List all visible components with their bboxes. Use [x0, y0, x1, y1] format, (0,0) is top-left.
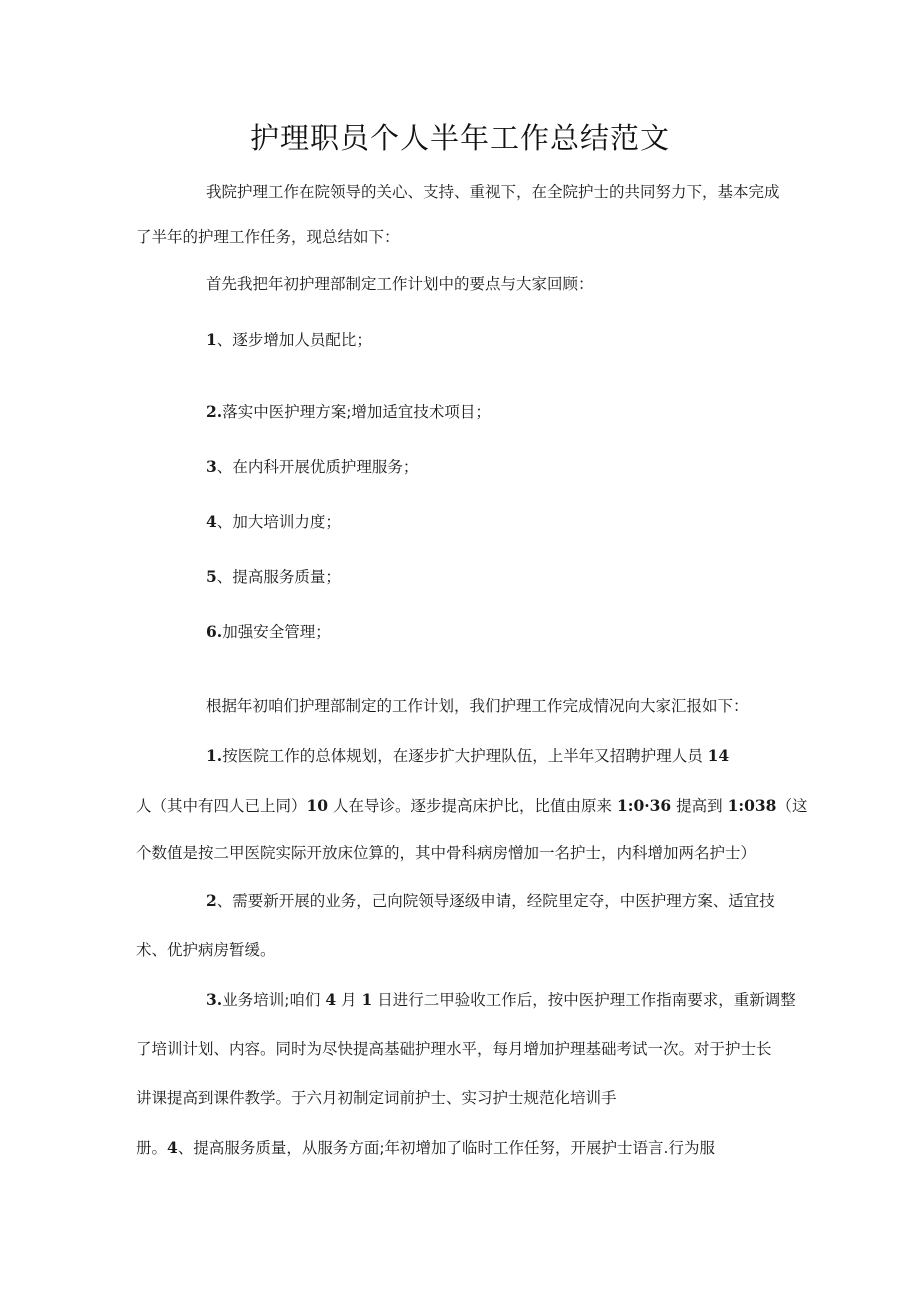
plan-item [206, 620, 331, 644]
report-3-line-2: 了培训计划、内容。同时为尽快提高基础护理水平，每月增加护理基础考试一次。对于护士长 [136, 1040, 772, 1058]
intro-line-2: 了半年的护理工作任务，现总结如下： [136, 228, 400, 246]
report-text: （这 [776, 797, 808, 815]
report-number: 2 [206, 891, 217, 910]
report-text: 人（其中有四人已上同） [136, 797, 307, 815]
day-number: 1 [361, 990, 373, 1009]
old-ratio: 1:0·36 [616, 796, 672, 815]
report-text: 提高到 [671, 797, 728, 815]
report-3-line-3: 讲课提高到课件教学。于六月初制定词前护士、实习护士规范化培训手 [136, 1089, 617, 1107]
report-3-line-1 [206, 988, 796, 1012]
report-1-line-1 [206, 744, 729, 768]
month-number: 4 [325, 990, 337, 1009]
plan-item [206, 510, 341, 534]
report-2-line-2: 术、优护病房暂缓。 [136, 941, 276, 959]
report-text: 月 [336, 991, 362, 1009]
report-3-line-4 [136, 1136, 715, 1160]
plan-item-separator: 、 [216, 331, 233, 349]
plan-item-number: 1 [206, 330, 217, 349]
report-text: 按医院工作的总体规划，在逐步扩大护理队伍，上半年又招聘护理人员 [222, 747, 708, 765]
plan-item-text: 加强安全管理； [222, 623, 331, 641]
plan-item-text: 加大培训力度； [232, 513, 341, 531]
plan-item-number: 4 [206, 512, 217, 531]
plan-item-separator: 、 [216, 568, 233, 586]
report-1-line-3: 个数值是按二甲医院实际开放床位算的，其中骨科病房憎加一名护士，内科增加两名护士） [136, 844, 757, 862]
review-lead: 首先我把年初护理部制定工作计划中的要点与大家回顾： [206, 275, 594, 293]
plan-item-number: 2. [206, 402, 223, 421]
report-text: 册。 [136, 1139, 168, 1157]
plan-item-text: 落实中医护理方案;增加适宜技术项目； [222, 403, 491, 421]
guide-count: 10 [306, 796, 329, 815]
plan-item-number: 3 [206, 457, 217, 476]
report-1-line-2 [136, 794, 807, 818]
plan-item [206, 400, 491, 424]
plan-item-number: 5 [206, 567, 217, 586]
plan-item [206, 565, 341, 589]
document-title: 护理职员个人半年工作总结范文 [249, 121, 670, 155]
plan-item [206, 328, 372, 352]
plan-item-text: 逐步增加人员配比； [232, 331, 372, 349]
report-number: 3. [206, 990, 223, 1009]
intro-line-1: 我院护理工作在院领导的关心、支持、重视下，在全院护士的共同努力下，基本完成 [206, 183, 780, 201]
plan-item-text: 提高服务质量； [232, 568, 341, 586]
plan-item-separator: 、 [216, 513, 233, 531]
report-lead: 根据年初咱们护理部制定的工作计划，我们护理工作完成情况向大家汇报如下： [206, 697, 749, 715]
plan-item [206, 455, 418, 479]
staff-count: 14 [707, 746, 730, 765]
report-2-line-1 [206, 889, 775, 913]
report-text: 人在导诊。逐步提高床护比，比值由原来 [328, 797, 617, 815]
plan-item-separator: 、 [216, 458, 233, 476]
new-ratio: 1:038 [727, 796, 777, 815]
plan-item-number: 6. [206, 622, 223, 641]
report-text: 、需要新开展的业务，己向院领导逐级申请，经院里定夺，中医护理方案、适宜技 [216, 892, 775, 910]
report-number: 1. [206, 746, 223, 765]
report-text: 日进行二甲验收工作后，按中医护理工作指南要求，重新调整 [372, 991, 796, 1009]
report-number: 4 [167, 1138, 178, 1157]
report-text: 业务培训;咱们 [222, 991, 326, 1009]
report-text: 、提高服务质量，从服务方面;年初增加了临时工作任努，开展护士语言.行为服 [177, 1139, 715, 1157]
plan-item-text: 在内科开展优质护理服务； [232, 458, 419, 476]
